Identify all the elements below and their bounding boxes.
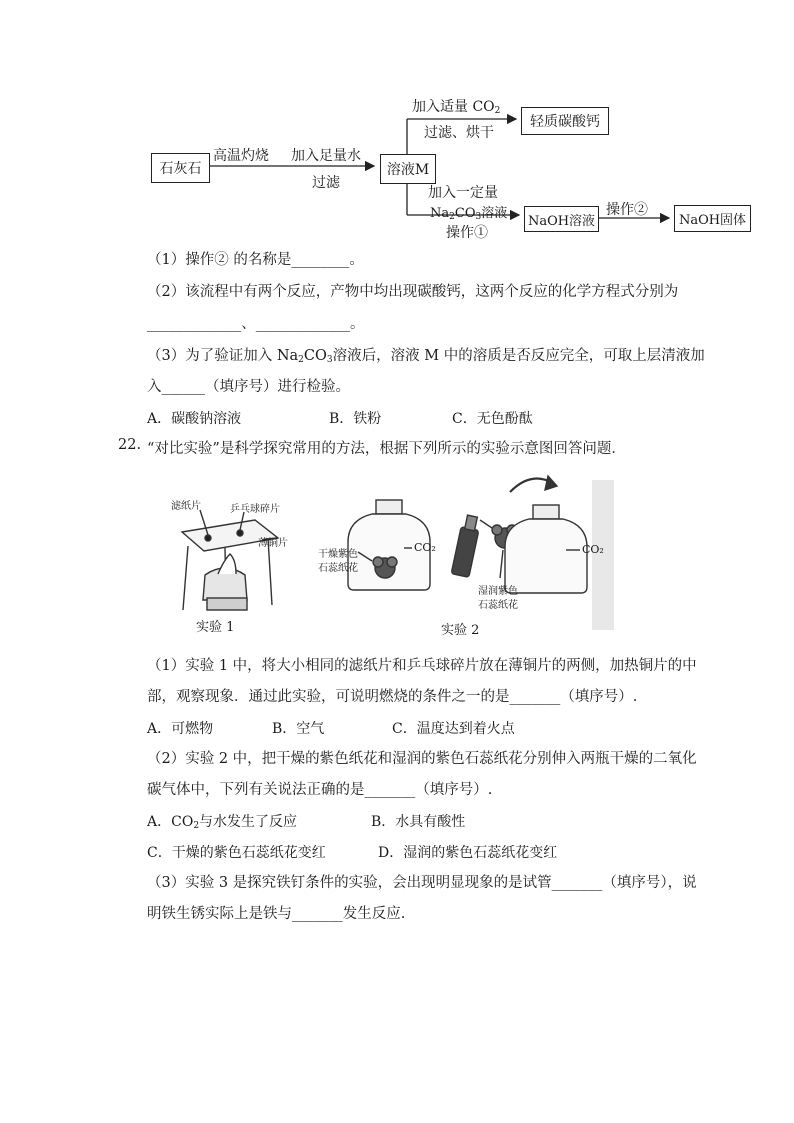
label-add-certain: 加入一定量 — [428, 185, 498, 201]
q22-number: 22. — [118, 437, 142, 453]
label-na2co3: $Na_2CO_3$溶液 — [430, 206, 508, 222]
label-co2-left: CO₂ — [414, 541, 436, 554]
label-filter-dry: 过滤、烘干 — [424, 125, 494, 141]
q22-q1-option-a: A．可燃物 — [147, 721, 214, 737]
q21-part2-blanks: _____________、_____________。 — [147, 316, 365, 332]
label-add-co2: 加入适量 $CO_2$ — [412, 99, 501, 116]
label-filter: 过滤 — [312, 175, 340, 191]
q22-part2-line2: 碳气体中，下列有关说法正确的是_______（填序号）. — [147, 782, 493, 798]
q22-part3-line2: 明铁生锈实际上是铁与_______发生反应. — [147, 906, 406, 922]
label-calcine: 高温灼烧 — [213, 148, 269, 164]
label-wet-flower-2: 石蕊纸花 — [478, 600, 518, 611]
label-dry-flower-1: 干燥紫色 — [318, 549, 358, 560]
q21-option-a: A．碳酸钠溶液 — [147, 411, 242, 427]
label-add-water: 加入足量水 — [291, 148, 361, 164]
q22-part3-line1: （3）实验 3 是探究铁钉条件的实验，会出现明显现象的是试管_______（填序号），说 — [147, 875, 697, 891]
q21-part2: （2）该流程中有两个反应，产物中均出现碳酸钙，这两个反应的化学方程式分别为 — [147, 284, 679, 300]
caption-exp2: 实验 2 — [441, 623, 480, 638]
box-solution-m: 溶液M — [380, 154, 436, 184]
q22-q2-option-d: D．湿润的紫色石蕊纸花变红 — [378, 845, 558, 861]
label-copper: 薄铜片 — [258, 538, 288, 549]
q22-intro: “对比实验”是科学探究常用的方法，根据下列所示的实验示意图回答问题． — [147, 441, 626, 457]
label-co2-right: CO₂ — [582, 543, 604, 556]
q22-part1-line1: （1）实验 1 中，将大小相同的滤纸片和乒乓球碎片放在薄铜片的两侧，加热铜片的中 — [147, 658, 697, 674]
caption-exp1: 实验 1 — [196, 620, 235, 635]
q22-q1-option-b: B．空气 — [272, 721, 325, 737]
q21-option-b: B．铁粉 — [329, 411, 382, 427]
box-limestone: 石灰石 — [151, 153, 210, 183]
q22-q2-option-b: B．水具有酸性 — [371, 814, 466, 830]
label-wet-flower-1: 湿润紫色 — [478, 586, 518, 597]
q21-part3-line1: （3）为了验证加入 $Na_2CO_3$溶液后，溶液 M 中的溶质是否反应完全，可取上层清液加 — [147, 348, 705, 365]
q21-part3-line2: 入______（填序号）进行检验。 — [147, 379, 350, 395]
label-dry-flower-2: 石蕊纸花 — [318, 563, 358, 574]
q22-part2-line1: （2）实验 2 中，把干燥的紫色纸花和湿润的紫色石蕊纸花分别伸入两瓶干燥的二氧化 — [147, 751, 697, 767]
label-op2: 操作② — [606, 202, 648, 218]
q21-option-c: C．无色酚酞 — [452, 411, 533, 427]
q22-q2-option-a: A．$CO_2$与水发生了反应 — [147, 814, 298, 831]
q22-q2-option-c: C．干燥的紫色石蕊纸花变红 — [147, 845, 326, 861]
box-naoh-solid: NaOH固体 — [674, 205, 751, 232]
label-pingpong: 乒乓球碎片 — [230, 504, 280, 515]
label-op1: 操作① — [446, 225, 488, 241]
box-light-caco3: 轻质碳酸钙 — [521, 107, 609, 135]
box-naoh-solution: NaOH溶液 — [524, 206, 599, 232]
label-filter-paper: 滤纸片 — [171, 501, 201, 512]
q21-part1: （1）操作② 的名称是________。 — [147, 252, 364, 268]
q22-part1-line2: 部，观察现象．通过此实验，可说明燃烧的条件之一的是_______（填序号）. — [147, 689, 638, 705]
q22-q1-option-c: C．温度达到着火点 — [392, 721, 515, 737]
